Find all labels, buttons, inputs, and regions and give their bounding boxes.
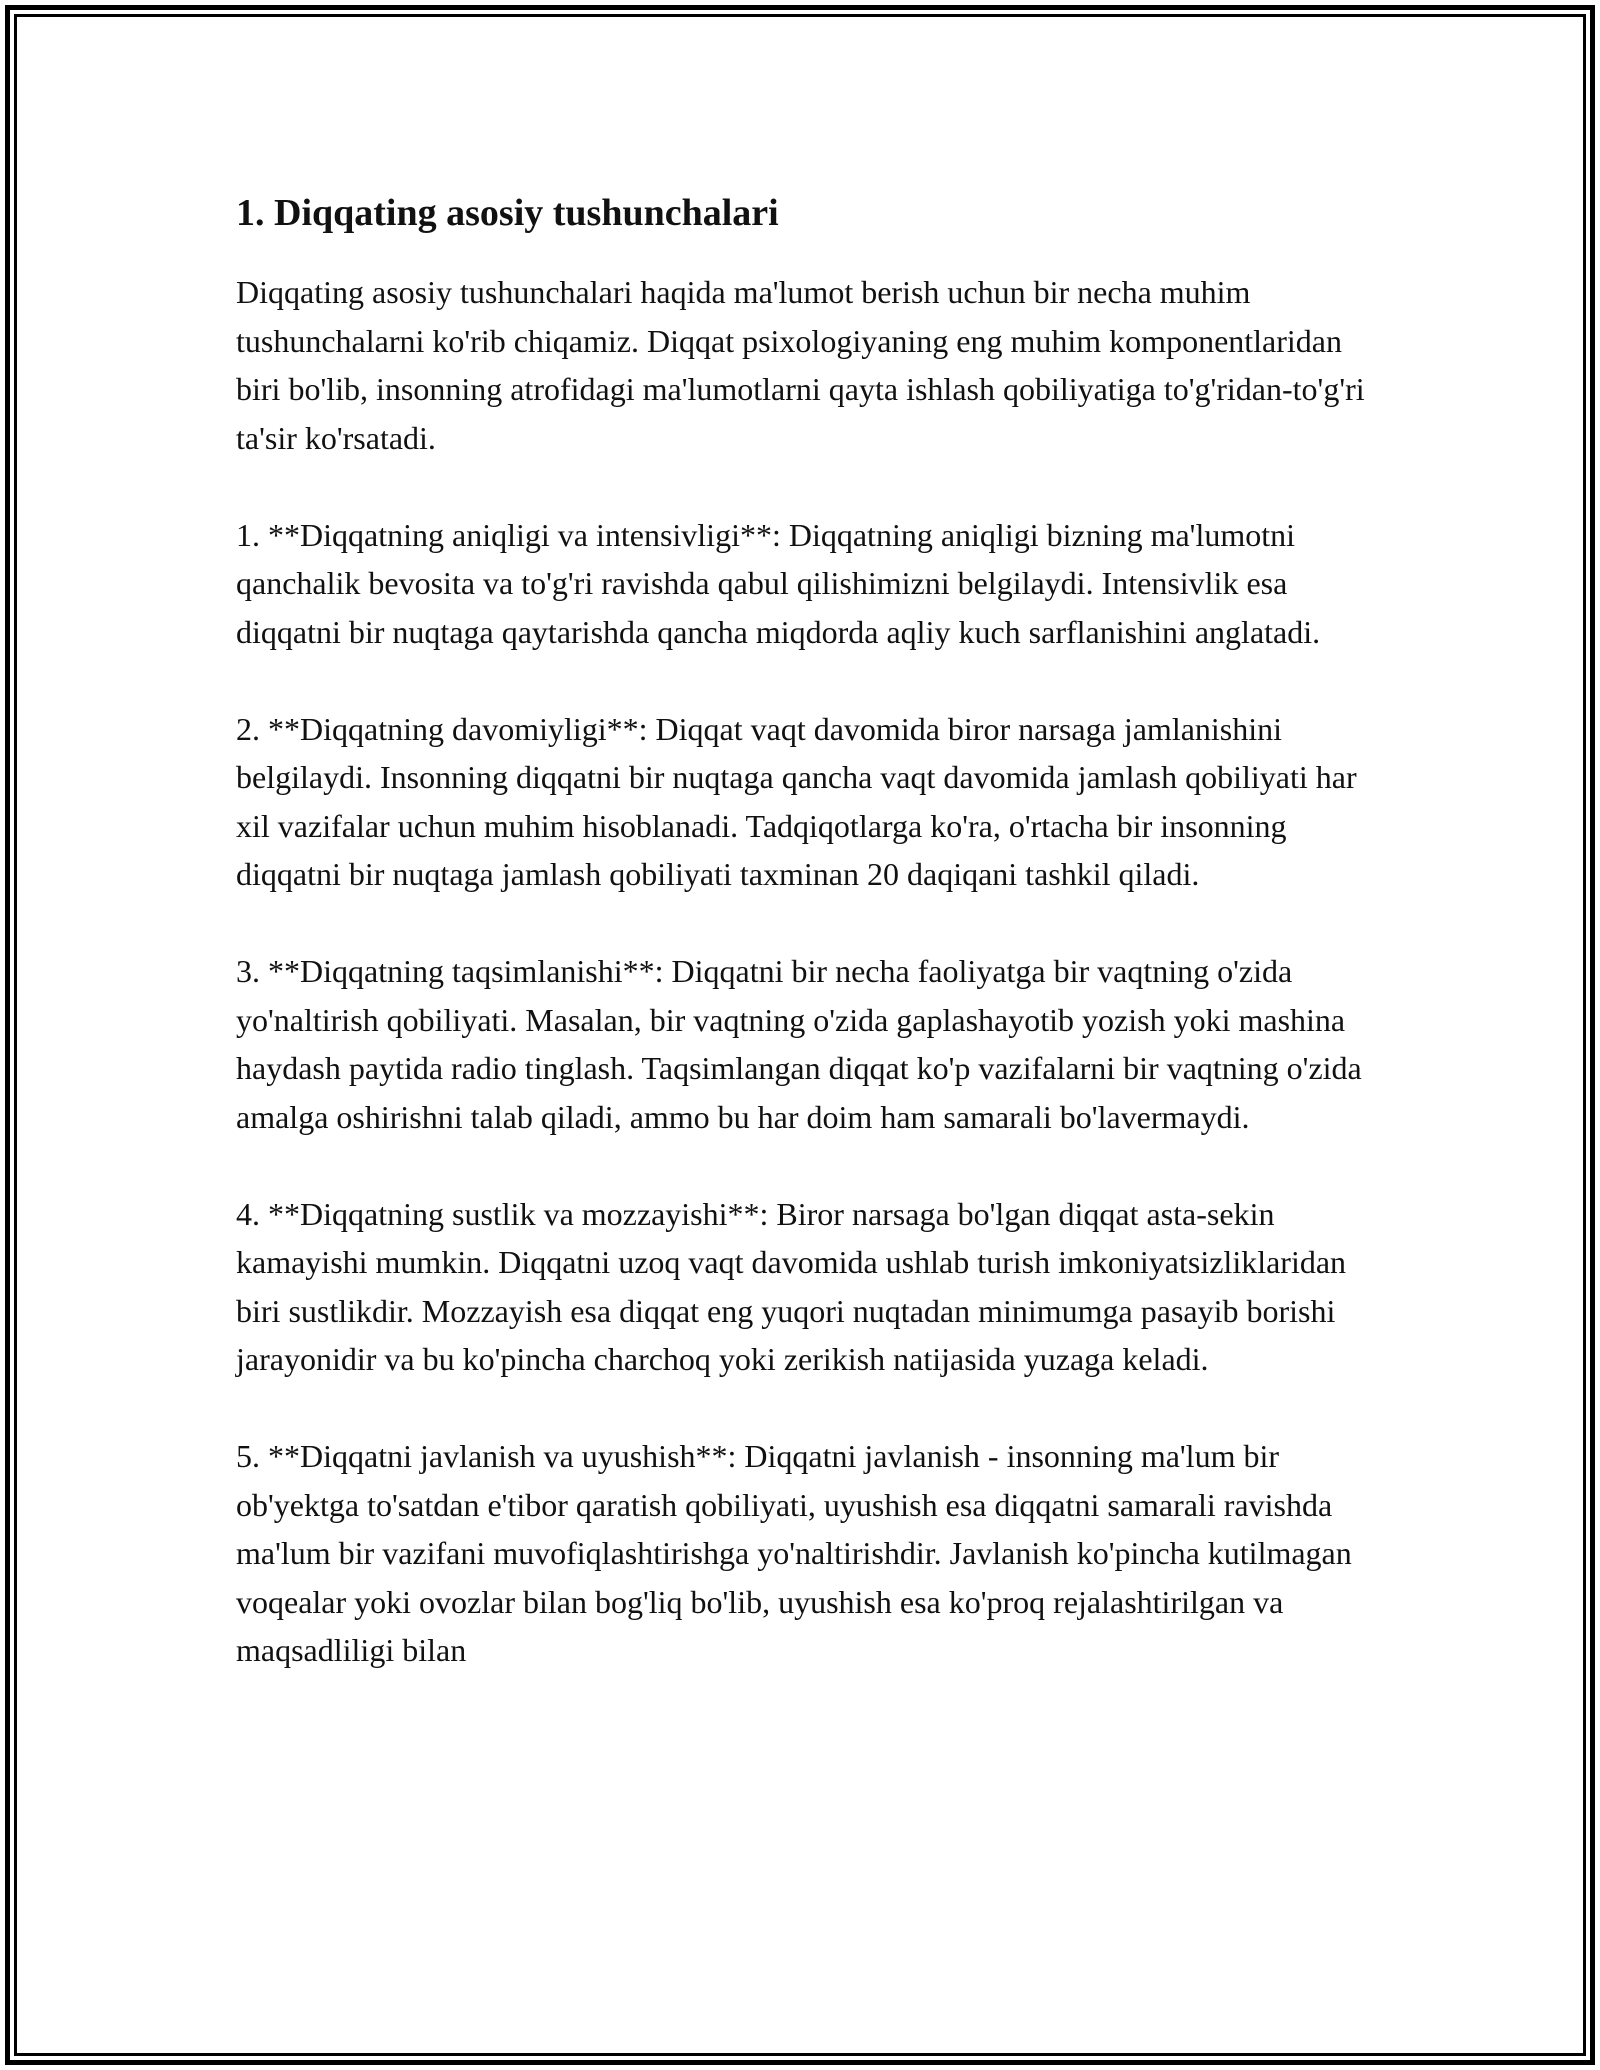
paragraph-weakening: 4. **Diqqatning sustlik va mozzayishi**: Biror narsaga bo'lgan diqqat asta-sekin kamayishi mumkin. Diqqatni uzoq vaqt davomida ushlab turish imkoniyatsizliklaridan biri sustlikdir. Mozzayish esa diqqat eng yuqori nuqtadan minimumga pasayib borishi jarayonidir va bu ko'pincha charchoq yoki zerikish natijasida yuzaga keladi. — [236, 1195, 1347, 1377]
paragraph-distribution: 3. **Diqqatning taqsimlanishi**: Diqqatni bir necha faoliyatga bir vaqtning o'zida yo'naltirish qobiliyati. Masalan, bir vaqtning o'zida gaplashayotib yozish yoki mashina haydash paytida radio tinglash. Taqsimlangan diqqat ko'p vazifalarni bir vaqtning o'zida amalga oshirishni talab qiladi, ammo bu har doim ham samarali bo'lavermaydi. — [236, 953, 1362, 1135]
document-body — [236, 188, 1366, 1675]
paragraph-focus-organization: 5. **Diqqatni javlanish va uyushish**: Diqqatni javlanish - insonning ma'lum bir ob'yektga to'satdan e'tibor qaratish qobiliyati, uyushish esa diqqatni samarali ravishda ma'lum bir vazifani muvofiqlashtirishga yo'naltirishdir. Javlanish ko'pincha kutilmagan voqealar yoki ovozlar bilan bog'liq bo'lib, uyushish esa ko'proq rejalashtirilgan va maqsadliligi bilan — [236, 1438, 1352, 1668]
section-heading: 1. Diqqating asosiy tushunchalari — [236, 192, 779, 234]
paragraph-accuracy-intensity: 1. **Diqqatning aniqligi va intensivligi**: Diqqatning aniqligi bizning ma'lumotni qanchalik bevosita va to'g'ri ravishda qabul qilishimizni belgilaydi. Intensivlik esa diqqatni bir nuqtaga qaytarishda qancha miqdorda aqliy kuch sarflanishini anglatadi. — [236, 516, 1321, 650]
paragraph-duration: 2. **Diqqatning davomiyligi**: Diqqat vaqt davomida biror narsaga jamlanishini belgilaydi. Insonning diqqatni bir nuqtaga qancha vaqt davomida jamlash qobiliyati har xil vazifalar uchun muhim hisoblanadi. Tadqiqotlarga ko'ra, o'rtacha bir insonning diqqatni bir nuqtaga jamlash qobiliyati taxminan 20 daqiqani tashkil qiladi. — [236, 710, 1357, 892]
intro-paragraph: Diqqating asosiy tushunchalari haqida ma'lumot berish uchun bir necha muhim tushunchalarni ko'rib chiqamiz. Diqqat psixologiyaning eng muhim komponentlaridan biri bo'lib, insonning atrofidagi ma'lumotlarni qayta ishlash qobiliyatiga to'g'ridan-to'g'ri ta'sir ko'rsatadi. — [236, 274, 1365, 456]
